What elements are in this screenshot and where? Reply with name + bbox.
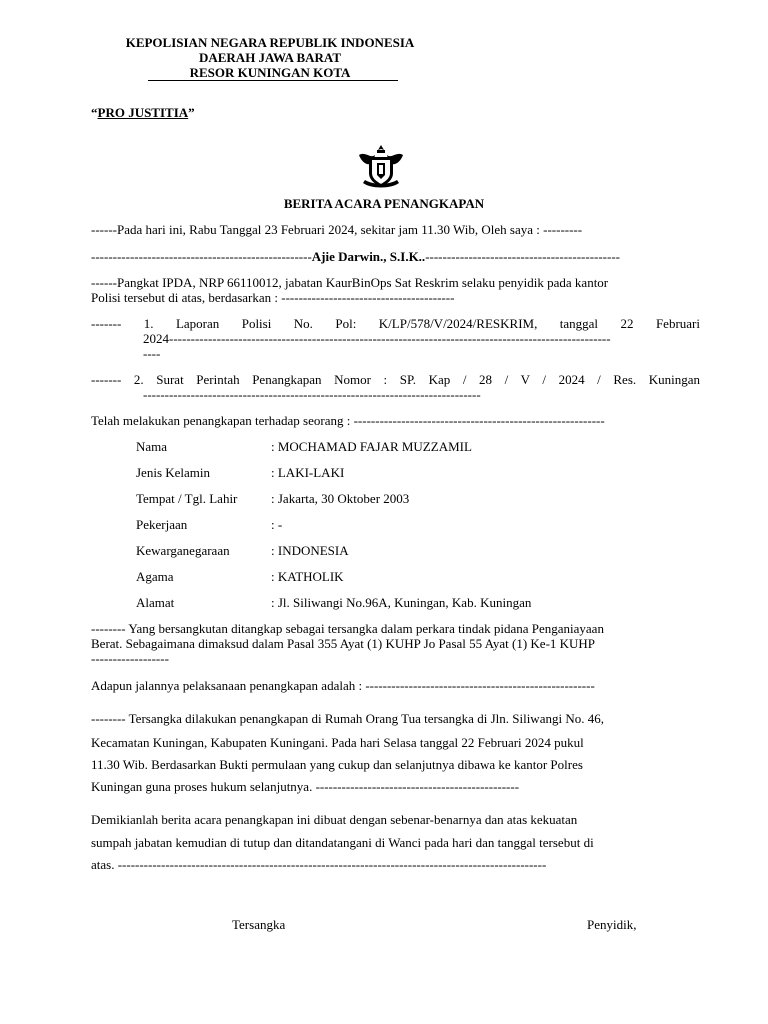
suspect-address-label: Alamat (136, 595, 175, 610)
header-line-institution: KEPOLISIAN NEGARA REPUBLIK INDONESIA (125, 35, 415, 50)
header-line-region: DAERAH JAWA BARAT (198, 50, 342, 65)
closing-line-2: sumpah jabatan kemudian di tutup dan ditandatangani di Wanci pada hari dan tanggal tersebut di (91, 835, 594, 850)
header-underline (148, 80, 398, 81)
charge-line-3: ------------------ (91, 651, 169, 666)
suspect-occupation-value: : - (271, 517, 283, 532)
procedure-line-1: -------- Tersangka dilakukan penangkapan di Rumah Orang Tua tersangka di Jln. Siliwangi No. 46, (91, 711, 604, 726)
closing-line-3: atas. --------------------------------------------------------------------------------------------------- (91, 857, 547, 872)
charge-line-2: Berat. Sebagaimana dimaksud dalam Pasal 355 Ayat (1) KUHP Jo Pasal 55 Ayat (1) Ke-1 KUHP (91, 636, 596, 651)
suspect-gender-value: : LAKI-LAKI (271, 465, 345, 480)
closing-line-1: Demikianlah berita acara penangkapan ini dibuat dengan sebenar-benarnya dan atas kekuatan (91, 812, 578, 827)
procedure-line-4: Kuningan guna proses hukum selanjutnya. ----------------------------------------------- (91, 779, 520, 794)
signature-investigator-label: Penyidik, (587, 917, 637, 932)
basis-item-1-line-1: ------- 1. Laporan Polisi No. Pol: K/LP/578/V/2024/RESKRIM, tanggal 22 Februari (91, 316, 700, 331)
intro-line-basis: Polisi tersebut di atas, berdasarkan : ---------------------------------------- (91, 290, 455, 305)
procedure-intro: Adapun jalannya pelaksanaan penangkapan adalah : ----------------------------------------------------- (91, 678, 595, 693)
basis-item-2-line-2: ------------------------------------------------------------------------------ (143, 387, 481, 402)
suspect-religion-value: : KATHOLIK (271, 569, 344, 584)
basis-item-1-line-3: ---- (143, 346, 161, 361)
intro-line-officer: ---------------------------------------------------Ajie Darwin., S.I.K..--------------------------------------------- (91, 249, 620, 264)
procedure-line-3: 11.30 Wib. Berdasarkan Bukti permulaan yang cukup dan selanjutnya dibawa ke kantor Polres (91, 757, 583, 772)
suspect-name-value: : MOCHAMAD FAJAR MUZZAMIL (271, 439, 472, 454)
suspect-religion-label: Agama (136, 569, 174, 584)
suspect-name-label: Nama (136, 439, 168, 454)
intro-line-rank: ------Pangkat IPDA, NRP 66110012, jabatan KaurBinOps Sat Reskrim selaku penyidik pada kantor (91, 275, 609, 290)
suspect-nationality-label: Kewarganegaraan (136, 543, 230, 558)
suspect-address-value: : Jl. Siliwangi No.96A, Kuningan, Kab. Kuningan (271, 595, 532, 610)
pro-justitia: “PRO JUSTITIA” (91, 105, 195, 120)
officer-name: Ajie Darwin., S.I.K.. (311, 249, 426, 264)
suspect-gender-label: Jenis Kelamin (136, 465, 211, 480)
signature-suspect-label: Tersangka (232, 917, 286, 932)
procedure-line-2: Kecamatan Kuningan, Kabupaten Kuningani. Pada hari Selasa tanggal 22 Februari 2024 pukul (91, 735, 584, 750)
charge-line-1: -------- Yang bersangkutan ditangkap sebagai tersangka dalam perkara tindak pidana Penganiayaan (91, 621, 604, 636)
suspect-occupation-label: Pekerjaan (136, 517, 188, 532)
intro-line-date: ------Pada hari ini, Rabu Tanggal 23 Februari 2024, sekitar jam 11.30 Wib, Oleh saya : --------- (91, 222, 583, 237)
suspect-birth-label: Tempat / Tgl. Lahir (136, 491, 238, 506)
arrest-intro: Telah melakukan penangkapan terhadap seorang : ---------------------------------------------------------- (91, 413, 605, 428)
basis-item-2-line-1: ------- 2. Surat Perintah Penangkapan Nomor : SP. Kap / 28 / V / 2024 / Res. Kuningan (91, 372, 700, 387)
suspect-birth-value: : Jakarta, 30 Oktober 2003 (271, 491, 410, 506)
basis-item-1-line-2: 2024------------------------------------------------------------------------------------------------------ (143, 331, 611, 346)
suspect-nationality-value: : INDONESIA (271, 543, 349, 558)
document-title: BERITA ACARA PENANGKAPAN (283, 196, 485, 211)
police-emblem-icon (355, 143, 407, 191)
header-line-resort: RESOR KUNINGAN KOTA (189, 65, 351, 80)
